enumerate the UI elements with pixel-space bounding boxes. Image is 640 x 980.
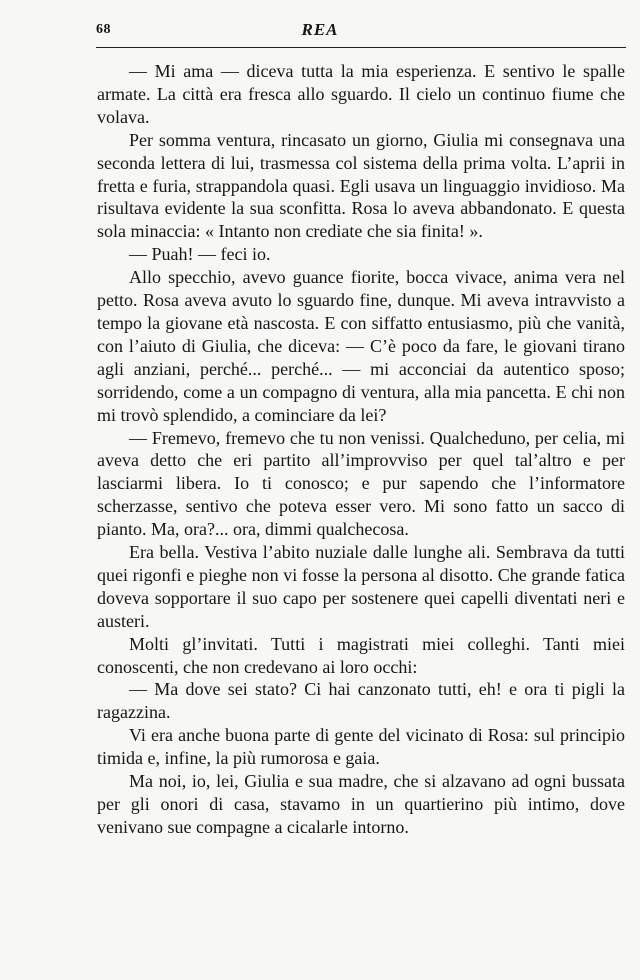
paragraph: — Puah! — feci io. <box>129 244 271 265</box>
paragraph: — Ma dove sei stato? Ci hai canzonato tutti, eh! e ora ti pigli la ragazzina. <box>97 679 625 723</box>
running-title: REA <box>301 20 339 39</box>
paragraph: Allo specchio, avevo guance fiorite, bocca vivace, anima vera nel petto. Rosa aveva avuto lo sguardo fine, dunque. Mi aveva intravvisto a tempo la giovane età nascosta. E con siffatto entusiasmo, più che vanità, con l’aiuto di Giulia, che diceva: — C’è poco da fare, le giovani tirano agli anziani, perché... perché... — mi acconciai da autentico sposo; sorridendo, come a un compagno di ventura, alla mia pancetta. E chi non mi trovò splendido, a cominciare da lei? <box>97 267 625 425</box>
paragraph: Per somma ventura, rincasato un giorno, Giulia mi consegnava una seconda lettera di lui, trasmessa col sistema della prima volta. L’aprii in fretta e furia, strappandola quasi. Egli usava un linguaggio invidioso. Ma risultava evidente la sua sconfitta. Rosa lo aveva abbandonato. E questa sola minaccia: « Intanto non crediate che sia finita! ». <box>97 129 625 242</box>
header-rule <box>96 47 626 48</box>
paragraph: — Mi ama — diceva tutta la mia esperienza. E sentivo le spalle armate. La città era fresca allo sguardo. Il cielo un continuo fiume che volava. <box>97 61 625 127</box>
paragraph: Vi era anche buona parte di gente del vicinato di Rosa: sul principio timida e, infine, la più rumorosa e gaia. <box>97 725 625 769</box>
paragraph: — Fremevo, fremevo che tu non venissi. Qualcheduno, per celia, mi aveva detto che eri partito all’improvviso per quel tal’altro e per lasciarmi libera. Io ti conosco; e pur sapendo che l’informatore scherzasse, sentivo che poteva esser vero. Mi sono fatto un sacco di pianto. Ma, ora?... ora, dimmi qualchecosa. <box>97 427 625 540</box>
paragraph: Era bella. Vestiva l’abito nuziale dalle lunghe ali. Sembrava da tutti quei rigonfi e pieghe non vi fosse la persona al disotto. Che grande fatica doveva sopportare il suo capo per sostenere quei capelli diventati neri e austeri. <box>97 542 625 631</box>
page-number: 68 <box>96 22 111 37</box>
paragraph: Molti gl’invitati. Tutti i magistrati miei colleghi. Tanti miei conoscenti, che non credevano ai loro occhi: <box>97 633 625 677</box>
paragraph: Ma noi, io, lei, Giulia e sua madre, che si alzavano ad ogni bussata per gli onori di casa, stavamo in un quartierino più intimo, dove venivano sue compagne a cicalarle intorno. <box>97 771 625 837</box>
text-body <box>97 60 625 839</box>
